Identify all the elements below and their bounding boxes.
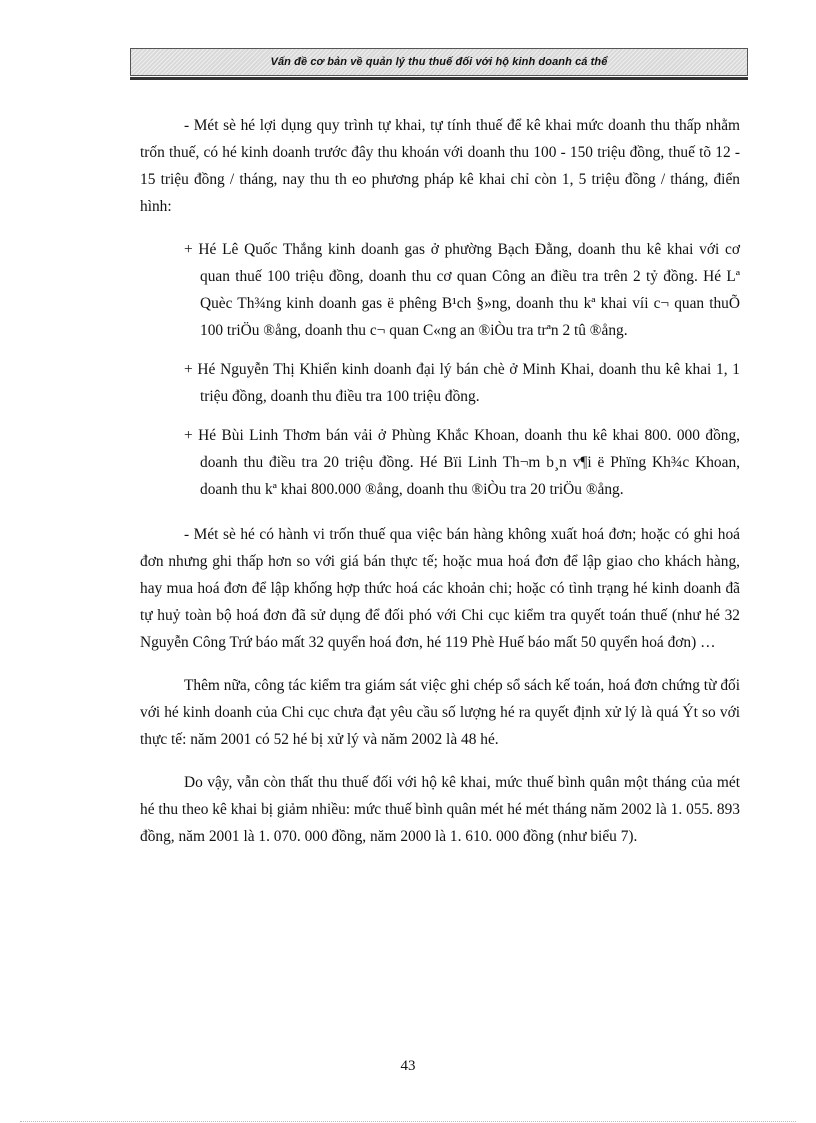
header-title: Vấn đề cơ bản về quản lý thu thuế đối với hộ kinh doanh cá thể (270, 56, 608, 68)
header-rule (130, 77, 748, 80)
paragraph-conclusion: Do vậy, vẫn còn thất thu thuế đối với hộ kê khai, mức thuế bình quân một tháng của mét hé thu theo kê khai bị giảm nhiều: mức thuế bình quân mét hé mét tháng năm 2002 là 1. 055. 893 đồng, năm 2001 là 1. 070. 000 đồng, năm 2000 là 1. 610. 000 đồng (như biểu 7). (140, 774, 740, 845)
paragraph-invoice-evasion: - Mét sè hé có hành vi trốn thuế qua việc bán hàng không xuất hoá đơn; hoặc có ghi hoá đơn nhưng ghi thấp hơn so với giá bán thực tế; hoặc mua hoá đơn để lập giao cho khách hàng, hay mua hoá đơn để lập khống hợp thức hoá các khoản chi; hoặc có tình trạng hé kinh doanh đã tự huỷ toàn bộ hoá đơn đã sử dụng để đối phó với Chi cục kiểm tra quyết toán thuế (như hé 32 Nguyễn Công Trứ báo mất 32 quyển hoá đơn, hé 119 Phè Huế báo mất 50 quyển hoá đơn) … (140, 526, 740, 651)
bottom-dotted-rule (20, 1121, 796, 1122)
paragraph-self-declaration-evasion: - Mét sè hé lợi dụng quy trình tự khai, tự tính thuế để kê khai mức doanh thu thấp nhằm trốn thuế, có hé kinh doanh trước đây thu khoán với doanh thu 100 - 150 triệu đồng, thuế tõ 12 - 15 triệu đồng / tháng, nay thu th eo phương pháp kê khai chỉ còn 1, 5 triệu đồng / tháng, điển hình: (140, 117, 740, 215)
page-number: 43 (400, 1058, 416, 1074)
paragraph-inspection: Thêm nữa, công tác kiểm tra giám sát việc ghi chép sổ sách kế toán, hoá đơn chứng từ đối với hé kinh doanh của Chi cục chưa đạt yêu cầu số lượng hé ra quyết định xử lý là quá Ýt so với thực tế: năm 2001 có 52 hé bị xử lý và năm 2002 là 48 hé. (140, 677, 740, 748)
example-le-quoc-thang: + Hé Lê Quốc Thắng kinh doanh gas ở phường Bạch Đằng, doanh thu kê khai với cơ quan thuế 100 triệu đồng, doanh thu cơ quan Công an điều tra trên 2 tỷ đồng. Hé Lª Quèc Th¾ng kinh doanh gas ë phêng B¹ch §»ng, doanh thu kª khai víi c¬ quan thuÕ 100 triÖu ®ång, doanh thu c¬ quan C«ng an ®iÒu tra trªn 2 tû ®ång. (184, 241, 740, 339)
example-bui-linh-thom: + Hé Bùi Linh Thơm bán vải ở Phùng Khắc Khoan, doanh thu kê khai 800. 000 đồng, doanh thu điều tra 20 triệu đồng. Hé Bïi Linh Th¬m b¸n v¶i ë Phïng Kh¾c Khoan, doanh thu kª khai 800.000 ®ång, doanh thu ®iÒu tra 20 triÖu ®ång. (184, 427, 740, 498)
running-header (130, 48, 748, 76)
body-text (140, 112, 740, 850)
example-nguyen-thi-khien: + Hé Nguyễn Thị Khiển kinh doanh đại lý bán chè ở Minh Khai, doanh thu kê khai 1, 1 triệu đồng, doanh thu điều tra 100 triệu đồng. (184, 361, 740, 405)
